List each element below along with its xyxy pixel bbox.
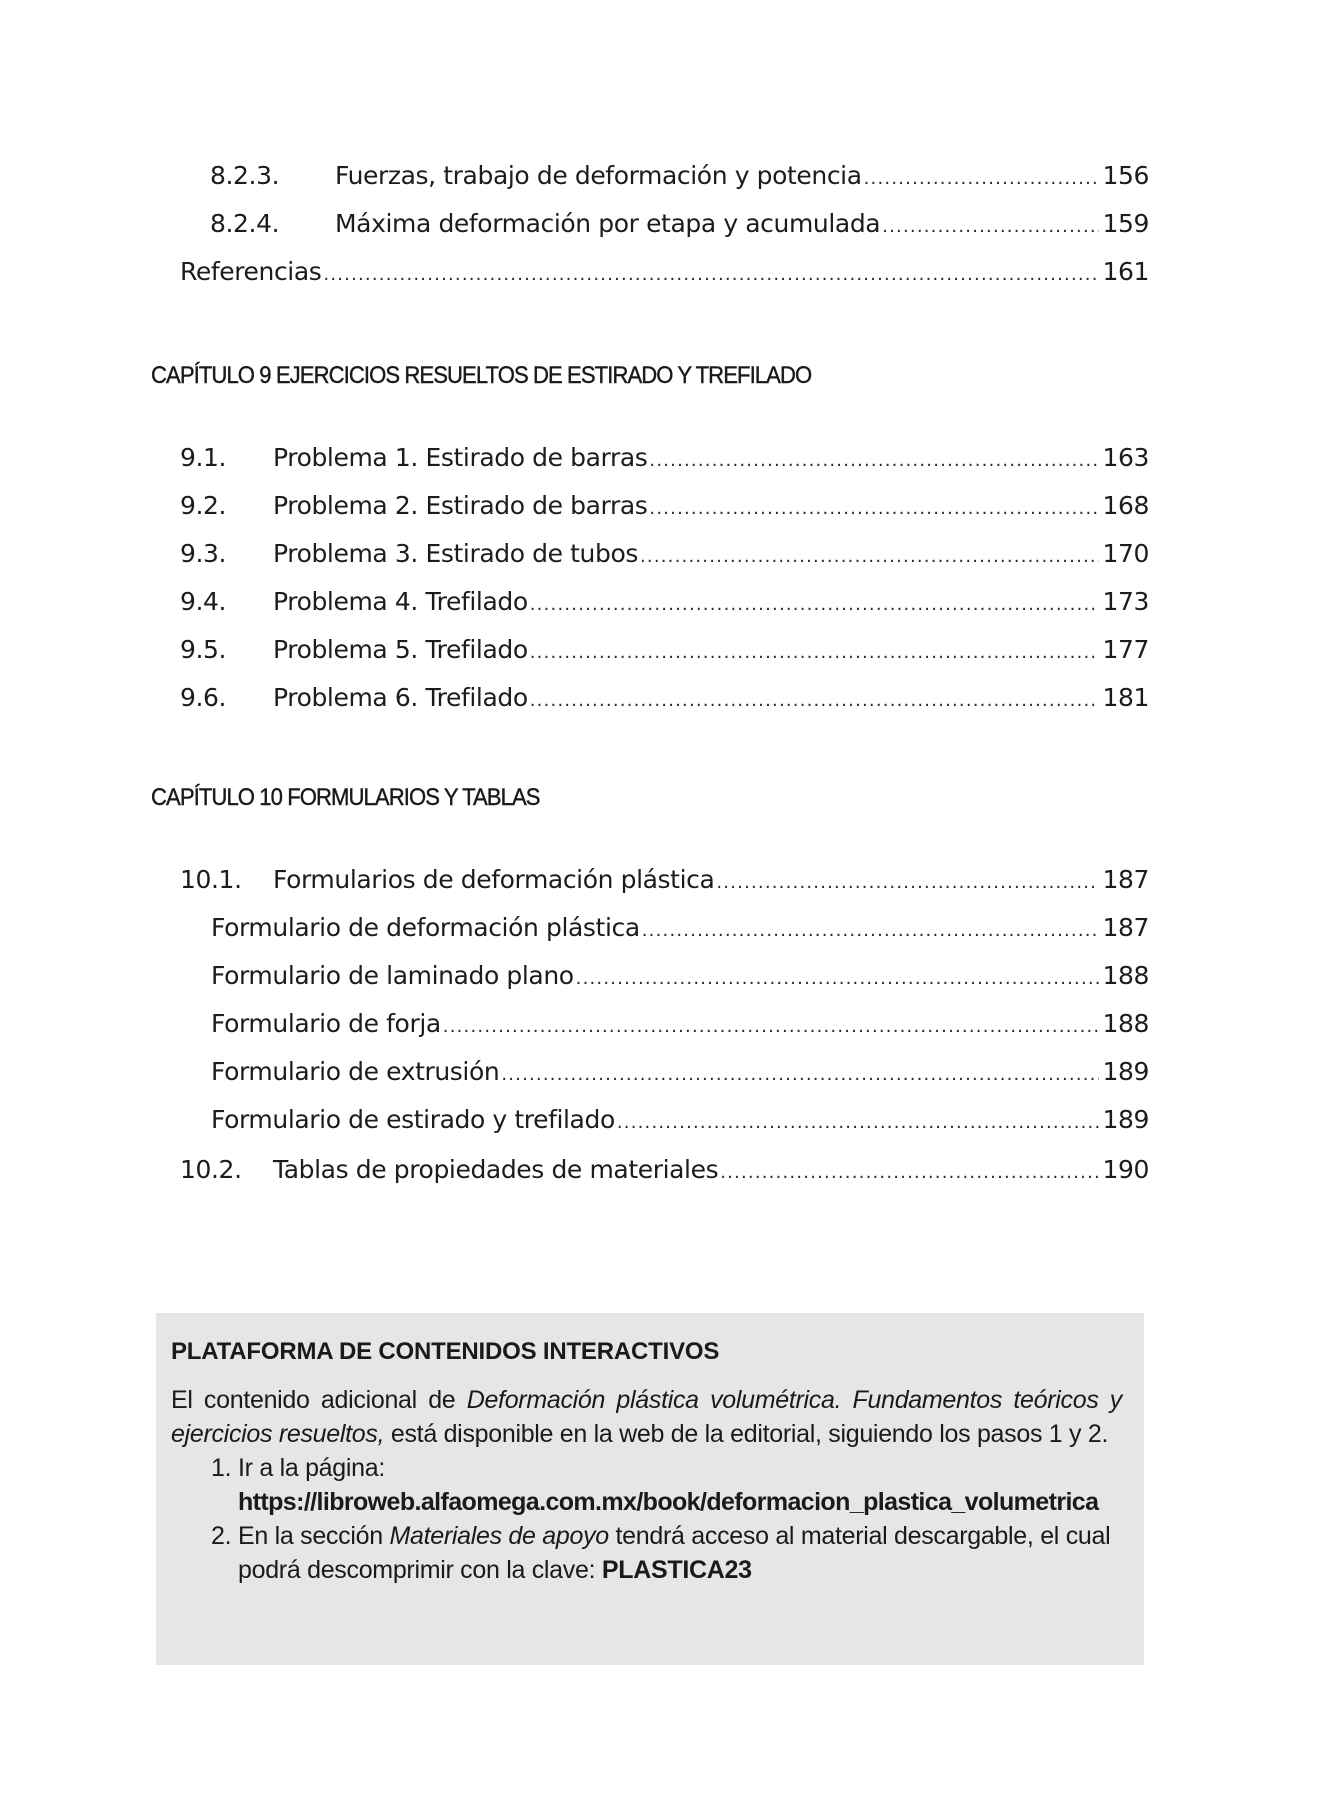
entry-title: Problema 6. Trefilado <box>273 683 528 712</box>
entry-page-number: 177 <box>1102 635 1149 664</box>
entry-title: Formulario de forja <box>211 1009 441 1038</box>
dot-leader <box>649 498 1099 519</box>
dot-leader <box>617 1112 1100 1133</box>
entry-title: Formulario de estirado y trefilado <box>211 1105 615 1134</box>
entry-number: 9.4. <box>180 587 227 616</box>
entry-page-number: 159 <box>1102 209 1149 238</box>
entry-title: Referencias <box>180 257 322 286</box>
chapter-10-heading: CAPÍTULO 10 FORMULARIOS Y TABLAS <box>151 784 540 811</box>
platform-info-box <box>156 1313 1144 1665</box>
dot-leader <box>642 920 1100 941</box>
dot-leader <box>576 968 1100 989</box>
step-1-text: Ir a la página: <box>238 1454 385 1482</box>
dot-leader <box>443 1016 1100 1037</box>
entry-title: Fuerzas, trabajo de deformación y potencia <box>335 161 862 190</box>
platform-url-link[interactable]: https://libroweb.alfaomega.com.mx/book/deformacion_plastica_volumetrica <box>238 1488 1099 1516</box>
toc-entry-10-2[interactable] <box>180 1155 1149 1201</box>
toc-entry-8-2-4[interactable] <box>210 209 1149 255</box>
dot-leader <box>716 872 1099 893</box>
intro-book-title: Deformación plástica volumétrica. Fundamentos teóricos y ejercicios resueltos, <box>171 1386 1123 1448</box>
step-2-marker: 2. <box>211 1522 232 1550</box>
toc-entry-formulario-estirado[interactable] <box>211 1105 1149 1151</box>
entry-number: 10.2. <box>180 1155 242 1184</box>
entry-title: Problema 3. Estirado de tubos <box>273 539 638 568</box>
intro-prefix: El contenido adicional de <box>171 1386 467 1414</box>
dot-leader <box>530 594 1100 615</box>
entry-page-number: 168 <box>1102 491 1149 520</box>
entry-number: 9.1. <box>180 443 227 472</box>
toc-entry-9-1[interactable] <box>180 443 1149 489</box>
entry-page-number: 187 <box>1102 913 1149 942</box>
entry-page-number: 161 <box>1102 257 1149 286</box>
toc-entry-8-2-3[interactable] <box>210 161 1149 207</box>
entry-title: Formulario de extrusión <box>211 1057 500 1086</box>
entry-number: 8.2.4. <box>210 209 280 238</box>
dot-leader <box>720 1162 1099 1183</box>
entry-number: 9.5. <box>180 635 227 664</box>
entry-title: Problema 1. Estirado de barras <box>273 443 648 472</box>
download-key: PLASTICA23 <box>601 1556 752 1584</box>
entry-page-number: 163 <box>1102 443 1149 472</box>
entry-title: Problema 2. Estirado de barras <box>273 491 648 520</box>
entry-page-number: 189 <box>1102 1105 1149 1134</box>
toc-entry-formulario-extrusion[interactable] <box>211 1057 1149 1103</box>
entry-number: 9.6. <box>180 683 227 712</box>
dot-leader <box>530 690 1100 711</box>
toc-entry-referencias[interactable] <box>180 257 1149 303</box>
toc-entry-9-5[interactable] <box>180 635 1149 681</box>
step-2-section-name: Materiales de apoyo <box>389 1522 609 1550</box>
entry-number: 9.3. <box>180 539 227 568</box>
entry-page-number: 187 <box>1102 865 1149 894</box>
entry-title: Formulario de deformación plástica <box>211 913 640 942</box>
step-2-middle: tendrá acceso al material descargable, el cual podrá descomprimir con la clave: <box>238 1522 1111 1584</box>
toc-entry-9-2[interactable] <box>180 491 1149 537</box>
toc-entry-9-6[interactable] <box>180 683 1149 729</box>
entry-page-number: 156 <box>1102 161 1149 190</box>
entry-title: Problema 5. Trefilado <box>273 635 528 664</box>
dot-leader <box>501 1064 1099 1085</box>
toc-entry-formulario-deformacion[interactable] <box>211 913 1149 959</box>
dot-leader <box>864 168 1100 189</box>
step-1 <box>171 1451 1122 1519</box>
entry-page-number: 181 <box>1102 683 1149 712</box>
entry-page-number: 173 <box>1102 587 1149 616</box>
toc-entry-formulario-forja[interactable] <box>211 1009 1149 1055</box>
platform-box-title: PLATAFORMA DE CONTENIDOS INTERACTIVOS <box>171 1338 720 1365</box>
dot-leader <box>882 216 1099 237</box>
entry-title: Problema 4. Trefilado <box>273 587 528 616</box>
entry-title: Máxima deformación por etapa y acumulada <box>335 209 881 238</box>
dot-leader <box>640 546 1099 567</box>
toc-entry-formulario-laminado[interactable] <box>211 961 1149 1007</box>
chapter-9-heading: CAPÍTULO 9 EJERCICIOS RESUELTOS DE ESTIRADO Y TREFILADO <box>151 362 812 389</box>
entry-page-number: 190 <box>1102 1155 1149 1184</box>
entry-page-number: 188 <box>1102 961 1149 990</box>
intro-suffix: está disponible en la web de la editorial, siguiendo los pasos 1 y 2. <box>384 1420 1109 1448</box>
entry-number: 10.1. <box>180 865 242 894</box>
entry-title: Formulario de laminado plano <box>211 961 574 990</box>
platform-box-intro <box>171 1383 1122 1451</box>
toc-entry-10-1[interactable] <box>180 865 1149 911</box>
platform-steps-list <box>171 1451 1122 1587</box>
entry-page-number: 189 <box>1102 1057 1149 1086</box>
entry-title: Formularios de deformación plástica <box>273 865 715 894</box>
entry-page-number: 188 <box>1102 1009 1149 1038</box>
step-1-marker: 1. <box>211 1454 232 1482</box>
entry-title: Tablas de propiedades de materiales <box>273 1155 719 1184</box>
toc-entry-9-3[interactable] <box>180 539 1149 585</box>
step-2-prefix: En la sección <box>238 1522 390 1550</box>
entry-number: 8.2.3. <box>210 161 280 190</box>
entry-page-number: 170 <box>1102 539 1149 568</box>
entry-number: 9.2. <box>180 491 227 520</box>
step-2 <box>171 1519 1122 1587</box>
dot-leader <box>530 642 1100 663</box>
toc-entry-9-4[interactable] <box>180 587 1149 633</box>
dot-leader <box>649 450 1099 471</box>
dot-leader <box>323 264 1099 285</box>
